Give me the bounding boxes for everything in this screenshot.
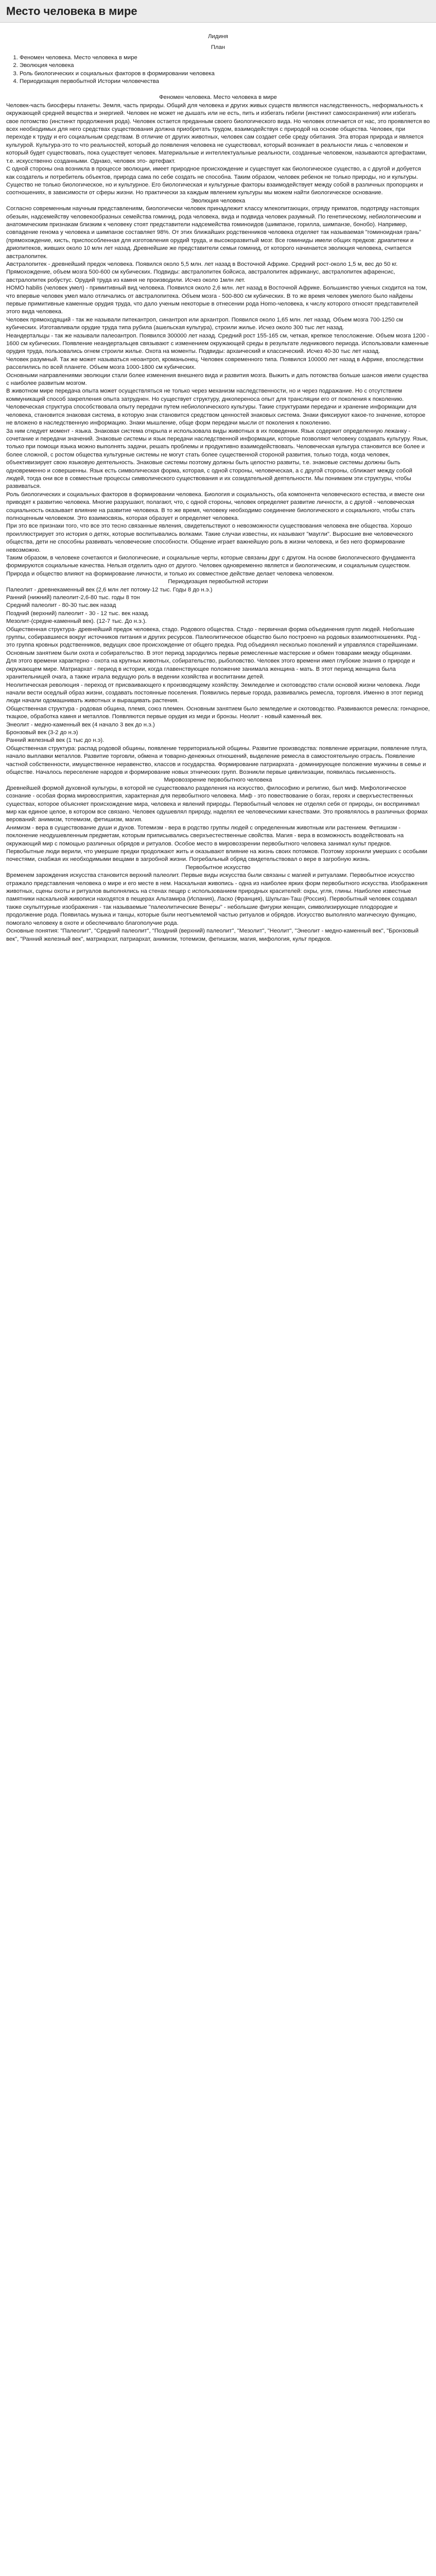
paragraph: Для этого времени характерно - охота на крупных животных, собирательство, рыболовство. Человек этого времени имел глубокие знания о природе и окружающем мире. Матриархат - период в истории, когда главенствующее положение занимала женщина - мать. В этот период женщина была хранительницей очага, а также играла ведущую роль в ведении хозяйства и воспитании детей. bbox=[6, 658, 415, 681]
paragraph: Австралопитек - древнейший предок человека. Появился около 5,5 млн. лет назад в Восточной Африке. Средний рост-около 1,5 м, вес до 50 кг. Прямохождение, объем мозга 500-600 см кубических. Подвиды: австралопитек бойсиса, австралопитек африканус, австралопитек афаренсис, австралопитек робустус. Орудий труда из камня не производили. Исчез около 1млн лет. bbox=[6, 261, 398, 283]
period-line: Бронзовый век (3-2 до н.э) bbox=[6, 729, 78, 736]
paragraph: Общественная структура: распад родовой общины, появление территориальной общины. Развитие производства: появление ирригации, появление плуга, начало выплавки металлов. Развитие торговли, обмена и товарно-денежных отношений, выделение ремесла в самостоятельную отрасль. Появление частной собственности, имущественное неравенство, классов и государства. Формирование патриархата - доминирующее положение мужчины в семье и обществе. Началось переселение народов и формирование новых этнических групп. Возникли первые цивилизации, появилась письменность. bbox=[6, 745, 428, 775]
period-line: Мезолит-(средне-каменный век). (12-7 тыс. До н.э.). bbox=[6, 618, 147, 625]
period-line: Энеолит - медно-каменный век (4 начало 3 век до н.э.) bbox=[6, 721, 155, 728]
paragraph: Роль биологических и социальных факторов в формировании человека. Биология и социальность, оба компонента человеческого естества, и вместе они приводят к развитию человека. Многие разрушают, полагают, что, с одной стороны, человек определяет развитие личности, а с другой - человеческая социальность оказывает влияние на развитие человека. В то же время, человеку необходимо соединение биологического и социального, чтобы стать полноценным человеком. Это взаимосвязь, которая образует и определяет человека. bbox=[6, 491, 425, 521]
paragraph: В животном мире передача опыта может осуществляться не только через механизм наследственности, но и через подражание. Но с отсутствием коммуникаций способ закрепления опыта затруднен. Но существует структуру, днкопереноса опыт для трансляции его от поколения к поколению. Человеческая структура способствовала опыту передачи путем небиологического культуры. Такие структурами передачи и хранение информации для человека, становится знаковая система, в которую знак становится средством ценностей знаковых система. Знаки фиксируют какое-то значение, которое не вложено в наследственную информацию. Знаки мышление, обще форм передачи мысли от поколения к поколению. bbox=[6, 388, 426, 427]
paragraph: Древнейшей формой духовной культуры, в которой не существовало разделения на искусство, философию и религию, был миф. Мифологическое сознание - особая форма мировосприятия, характерная для первобытного человека. Миф - это повествование о богах, героях и сверхъестественных существах, которое объясняет происхождение мира, человека и явлений природы. Первобытный человек не отделял себя от природы, он воспринимал мир как единое целое, в котором все связано. Человек одушевлял природу, наделял ее человеческими качествами. Это проявлялось в различных формах верований: анимизм, тотемизм, фетишизм, магия. bbox=[6, 785, 428, 823]
paragraph: Таким образом, в человеке сочетаются и биологические, и социальные черты, которые связаны друг с другом. На основе биологического фундамента формируются социальные качества. Нельзя отделить одно от другого. Человек одновременно является и биологическим, и социальным существом. Природа и общество влияют на формирование личности, и только их совместное действие делает человека человеком. bbox=[6, 555, 415, 577]
section-title: Феномен человека. Место человека в мире bbox=[159, 94, 277, 101]
paragraph: Человек-часть биосферы планеты. Земля, часть природы. Общий для человека и других живых существ являются наследственность, неформальность к окружающей средней вещества и энергией. Человек не может не дышать или не есть, пить и избегать гибели (инстинкт самосохранения) или избегать свое потомство (инстинкт продолжения рода). Человек остается преданным своего биологического вида. Но человек отличается от нас, это проявляется во всех необходимых для него средствах существования должна приобретать трудом, взаимодействуя с природой на основе общества. Человек, при переходе к труду и его социальным средствам. В отличие от других животных, человек сам создает себе среду обитания. Эта вторая природа и является культурой. Культура-это то что реальностей, который до появления человека не существовал, который возникает в реальности лишь с человеком и который будет существовать, пока существует человек. Материальные и интеллектуальные реальности, созданные человеком, называются артефактами, т.е. искусственно созданными. Однако, человек это- артефакт. bbox=[6, 102, 430, 164]
period-line: Ранний железный век (1 тыс до н.э). bbox=[6, 737, 104, 744]
section-title: Эволюция человека bbox=[190, 197, 246, 204]
paragraph: Основными направлениями эволюции стали более изменения внешнего вида и развития мозга. Выжить и дать потомства больше шансов имели существа с наиболее развитым мозгом. bbox=[6, 372, 428, 387]
document-body bbox=[0, 23, 436, 943]
section-title: Первобытное искусство bbox=[185, 864, 251, 871]
paragraph: С одной стороны она возникла в процессе эволюции, имеет природное происхождение и существует как биологическое существо, а с другой и добуется как создатель и потребитель объектов, природа сама по себе создать не способна. Таким образом, человек ребенок не только природы, но и культуры. Существо не только биологическое, но и культурное. Его биологическая и культурные факторы взаимодействует между собой в различных пропорциях и соотношениях, в зависимости от сферы жизни. Но практически за каждым явлением культуры мы можем найти биологическое основание. bbox=[6, 166, 423, 196]
plan-item: 2. Эволюция человека bbox=[20, 62, 430, 70]
page-title: Место человека в мире bbox=[6, 4, 137, 18]
plan-item: 3. Роль биологических и социальных факторов в формировании человека bbox=[20, 70, 430, 78]
paragraph: Основные понятия: "Палеолит", "Средний палеолит", "Поздний (верхний) палеолит", "Мезолит", "Неолит", "Энеолит - медно-каменный век", "Бронзовый век", "Ранний железный век", матриархат, патриархат, анимизм, тотемизм, фетишизм, магия, мифология, культ предков. bbox=[6, 928, 419, 942]
period-line: Палеолит - древнекаменный век (2,6 млн лет потому-12 тыс. Годы 8 до н.э.) bbox=[6, 586, 213, 593]
section-title: Мировоззрение первобытного человека bbox=[164, 777, 272, 784]
period-line: Ранний (нижний) палеолит-2,6-80 тыс. годы 8 тон bbox=[6, 595, 140, 601]
paragraph: Временем зарождения искусства становится верхний палеолит. Первые виды искусства были связаны с магией и ритуалами. Первобытное искусство отражало представления человека о мире и его месте в нем. Наскальная живопись - одна из наиболее ярких форм первобытного искусства. Изображения животных, сцены охоты и ритуалов выполнялись на стенах пещер с использованием природных красителей: охры, угля, глины. Наиболее известные памятники наскальной живописи находятся в пещерах Альтамира (Испания), Ласко (Франция), Шульган-Таш (Россия). Первобытный человек создавал также скульптурные изображения - так называемые "палеолитические Венеры" - небольшие фигурки женщин, символизирующие плодородие и продолжение рода. Появилась музыка и танцы, которые были неотъемлемой частью ритуалов и обрядов. Искусство выполняло магическую функцию, помогало человеку в охоте и обеспечивало благополучие рода. bbox=[6, 872, 428, 926]
paragraph: Общественная структура- древнейший предок человека, стадо. Родового общества. Стадо - первичная форма объединения групп людей. Небольшие группы, собиравшиеся вокруг источников питания и других ресурсов. Палеолитическое общество было построено на родовых взаимоотношениях. Род - это группа кровных родственников, ведущих свое происхождение от общего предка. Род объединял несколько поколений и управлялся старейшинами. Основным занятием были охота и собирательство. В этот период зародились первые ремесленные мастерские и обмен товарами между общинами. bbox=[6, 626, 421, 656]
plan-item: 1. Феномен человека. Место человека в мире bbox=[20, 54, 430, 62]
paragraph: Неолитическая революция - переход от присваивающего к производящему хозяйству. Земледелие и скотоводство стали основой жизни человека. Люди начали вести оседлый образ жизни, создавать постоянные поселения. Появились первые города, развивались ремесла, торговля. Именно в этот период люди начали одомашнивать животных и выращивать растения. bbox=[6, 682, 423, 704]
document-header bbox=[0, 0, 436, 23]
period-line: Поздний (верхний) палеолит - 30 - 12 тыс. век назад. bbox=[6, 610, 150, 617]
paragraph: Неандертальцы - так же называли палеоантроп. Появился 300000 лет назад. Средний рост 155-165 см, четкая, крепкое телосложение. Объем мозга 1200 - 1600 см кубических. Появление неандертальцев связывают с изменением окружающей среды в результате ледникового периода. Использовали каменные орудия труда, пользовались огнем строили жилье. Охота на моменты. Подвиды: архаический и классический. Исчез 40-30 тыс лет назад. bbox=[6, 332, 429, 355]
paragraph: Анимизм - вера в существование души и духов. Тотемизм - вера в родство группы людей с определенным животным или растением. Фетишизм - поклонение неодушевленным предметам, которым приписывались сверхъестественные свойства. Магия - вера в возможность воздействовать на окружающий мир с помощью различных обрядов и ритуалов. Особое место в мировоззрении первобытного человека занимал культ предков. Первобытные люди верили, что умершие предки продолжают жить и оказывают влияние на жизнь своих потомков. Поэтому хоронили умерших с особыми почестями, снабжая их необходимыми вещами в загробной жизни. Погребальный обряд свидетельствовал о вере в загробную жизнь. bbox=[6, 824, 427, 863]
paragraph: Человек разумный. Так же может называться неоантроп, кроманьонец. Человек современного типа. Появился 100000 лет назад в Африке, впоследствии расселились по всей планете. Объем мозга 1000-1800 см кубических. bbox=[6, 356, 424, 371]
paragraph: При это все признаки того, что все это тесно связанные явления, свидетельствуют о невозможности существования человека вне общества. Хорошо проиллюстрирует это история о детях, которые воспитывались волками. Такие случаи известны, их называют "маугли". Выросшие вне человеческого общества, дети не способны развивать человеческие способности. Общение играет важнейшую роль в жизни человека, и без него формирование невозможно. bbox=[6, 523, 413, 553]
paragraph: Согласно современным научным представлениям, биологически человек принадлежит классу млекопитающих, отряду приматов, подотряду настоящих обезьян, надсемейству человекообразных семейства гоминид, рода человека, вида и подвида человек разумный. По генетическому, небиологическим и анатомическим признакам близким к человеку стоят представители надсемейства гоминоидов (шимпанзе, горилла, шимпанзе, бонобо). Например, совпадение генома у человека и шимпанзе составляет 98%. От этих ближайших родственников человека отделяет так называемая "гоминоидная грань" (прямохождение, кисть, приспособленная для изготовления орудий труда, и высокоразвитый мозг. Все гоминиды имели общих предков: дриапитеки и дриопитеков, живших около 10 млн лет назад. Древнейшие же представители семьи гоминид, от которого начинается эволюция человека, считается австралопитек. bbox=[6, 206, 421, 260]
paragraph: HOMO habilis (человек умел) - примитивный вид человека. Появился около 2,6 млн. лет назад в Восточной Африке. Большинство ученых сходится на том, что впервые человек умел мало отличались от австралопитека. Объем мозга - 500-800 см кубических. В то же время человек умелого было найдены первые примитивные каменные орудия труда, что дало ученым некоторые в отнесении рода Homo-человека, к числу которого относят представителей этого вида человека. bbox=[6, 285, 427, 315]
paragraph: Человек прямоходящий - так же называли питекантроп, синантроп или архантроп. Появился около 1,65 млн. лет назад. Объем мозга 700-1250 см кубических. Изготавливали орудие труда типа рубила (ашельская культура), строили жилье. Исчез около 300 тыс лет назад. bbox=[6, 316, 403, 331]
plan-list bbox=[20, 54, 430, 86]
plan-item: 4. Периодизация первобытной Истории человечества bbox=[20, 78, 430, 86]
paragraph: Общественная структура - родовая община, племя, союз племен. Основным занятием было земледелие и скотоводство. Развиваются ремесла: гончарное, ткацкое, обработка камня и металлов. Появляются первые орудия из меди и бронзы. Неолит - новый каменный век. bbox=[6, 705, 430, 720]
plan-heading: План bbox=[211, 44, 225, 51]
paragraph: За ним следует момент - языка. Знаковая система открыла и использовала виды животных в их поведении. Язык содержит определенную лежанку - сочетание и передачи значений. Знаковые системы и язык передачи наследственной информации, которые позволяют человеку создавать культуру. Язык, только при помощи языка можно выполнять задачи, решать проблемы и продуктивно взаимодействовать. Человеческая культура становится все более и более сложной, с ростом общества культурные системы не могут стать более существенной стороной развития, только тогда, когда человек, объективизирует свою языковую деятельность. Знаковые системы поэтому должны быть целостно развиты, т.е. знаковые системы должны быть одновременно и совершенны. Язык есть символическая форма, которая, с одной стороны, человеческая, а с другой стороны, сближает между собой людей, тогда они все в совместные процессы символического существования и их созидательной деятельности. Мы понимаем эти структуры, чтобы развиваться. bbox=[6, 428, 428, 490]
author-name: Лидиня bbox=[208, 33, 228, 40]
period-line: Средний палеолит - 80-30 тыс.век назад bbox=[6, 602, 116, 609]
section-title: Периодизация первобытной истории bbox=[168, 579, 268, 585]
